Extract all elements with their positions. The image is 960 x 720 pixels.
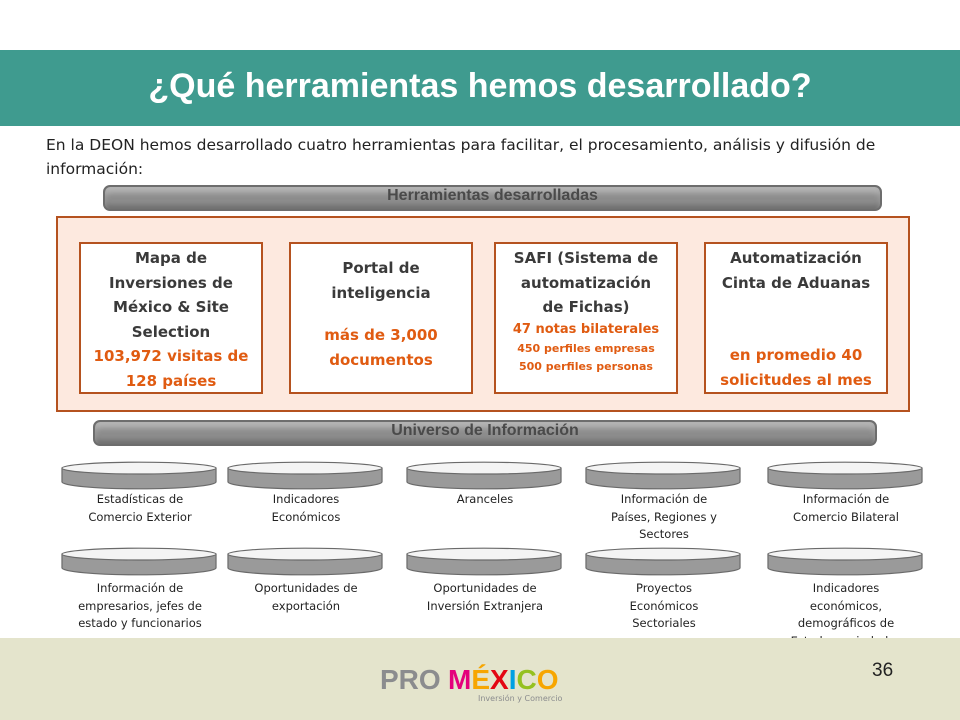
database-label: [574, 491, 754, 544]
tool-name-line: Automatización: [730, 249, 862, 267]
tool-name-line: inteligencia: [331, 283, 431, 302]
tool-detail-line: 450 perfiles empresas: [517, 341, 655, 355]
slide-title: ¿Qué herramientas hemos desarrollado?: [148, 67, 812, 105]
database-label-line: Oportunidades de: [433, 581, 537, 595]
tool-name-line: de Fichas): [542, 298, 630, 316]
database-label: [574, 580, 754, 633]
database-label-line: Oportunidades de: [254, 581, 358, 595]
tool-name-line: Inversiones de: [109, 273, 233, 292]
database-label-line: Información de: [96, 581, 184, 595]
database-label: [395, 491, 575, 509]
database-icon: [405, 546, 563, 578]
database-icon: [60, 546, 218, 578]
database-label-line: estado y funcionarios: [78, 616, 202, 630]
tool-highlight-line: más de 3,000: [324, 326, 438, 344]
database-label: [756, 491, 936, 526]
database-label-line: Económicos: [629, 598, 699, 613]
logo-pro: PRO: [380, 664, 441, 695]
tool-highlight-line: 47 notas bilaterales: [512, 321, 660, 337]
database-label-line: Sectoriales: [632, 616, 696, 630]
database-label-line: Comercio Bilateral: [793, 509, 899, 524]
database-label: [216, 580, 396, 615]
database-label-line: empresarios, jefes de: [78, 598, 202, 613]
tool-box: [704, 242, 888, 394]
logo-letter: I: [508, 664, 517, 695]
tools-header-label: Herramientas desarrolladas: [387, 187, 598, 204]
tool-name-line: Portal de: [342, 259, 420, 277]
database-label-line: Países, Regiones y: [611, 509, 717, 524]
tool-box: [494, 242, 678, 394]
database-icon: [584, 546, 742, 578]
database-label: [216, 491, 396, 526]
database-label-line: económicos,: [809, 598, 883, 613]
database-icon: [60, 460, 218, 492]
spacer: [706, 295, 886, 343]
intro-text: En la DEON hemos desarrollado cuatro herramientas para facilitar, el procesamiento, análisis y difusión de información:: [46, 136, 876, 178]
database-label-line: Información de: [620, 492, 708, 506]
database-label-line: Información de: [802, 492, 890, 506]
universe-header-bar: [93, 420, 877, 446]
database-icon: [766, 460, 924, 492]
database-label-line: exportación: [271, 598, 341, 613]
database-label-line: Económicos: [271, 509, 341, 524]
database-label-line: Estadísticas de: [96, 492, 184, 506]
tool-box: [79, 242, 263, 394]
database-label-line: Indicadores: [812, 581, 880, 595]
logo-letter: O: [536, 664, 559, 695]
database-icon: [584, 460, 742, 492]
database-label: [50, 491, 230, 526]
database-label: [50, 580, 230, 633]
logo-letter: M: [448, 664, 472, 695]
logo-letter: X: [490, 664, 509, 695]
tool-highlight-line: 128 países: [125, 371, 217, 390]
tool-name-line: Mapa de: [134, 249, 208, 267]
tools-header-bar: [103, 185, 882, 211]
logo-mexico: [448, 664, 559, 696]
promexico-logo: [380, 664, 580, 704]
tool-detail-line: 500 perfiles personas: [519, 359, 653, 373]
database-label: [395, 580, 575, 615]
logo-letter: C: [516, 664, 537, 695]
database-label-line: Inversión Extranjera: [426, 598, 544, 613]
tool-name-line: México & Site: [113, 298, 229, 316]
logo-tagline: Inversión y Comercio: [478, 694, 563, 703]
database-icon: [766, 546, 924, 578]
tool-highlight-line: en promedio 40: [729, 346, 863, 364]
tool-name-line: automatización: [520, 273, 652, 292]
database-icon: [226, 546, 384, 578]
database-icon: [405, 460, 563, 492]
database-label-line: Sectores: [639, 527, 689, 541]
tool-name-line: Selection: [131, 322, 211, 341]
tool-name-line: SAFI (Sistema de: [513, 249, 659, 267]
tool-highlight-line: documentos: [329, 350, 433, 369]
database-label-line: demográficos de: [797, 616, 895, 630]
database-label-line: Aranceles: [456, 492, 514, 506]
logo-letter: É: [471, 664, 491, 695]
tool-name-line: Cinta de Aduanas: [721, 273, 871, 292]
spacer: [291, 305, 471, 323]
universe-header-label: Universo de Información: [391, 422, 579, 439]
tool-highlight-line: 103,972 visitas de: [93, 347, 249, 365]
database-label-line: Indicadores: [272, 492, 340, 506]
database-label-line: Proyectos: [636, 581, 692, 595]
page-number: 36: [872, 660, 894, 681]
tool-highlight-line: solicitudes al mes: [720, 370, 872, 389]
database-icon: [226, 460, 384, 492]
tool-box: [289, 242, 473, 394]
database-label-line: Comercio Exterior: [88, 509, 192, 524]
